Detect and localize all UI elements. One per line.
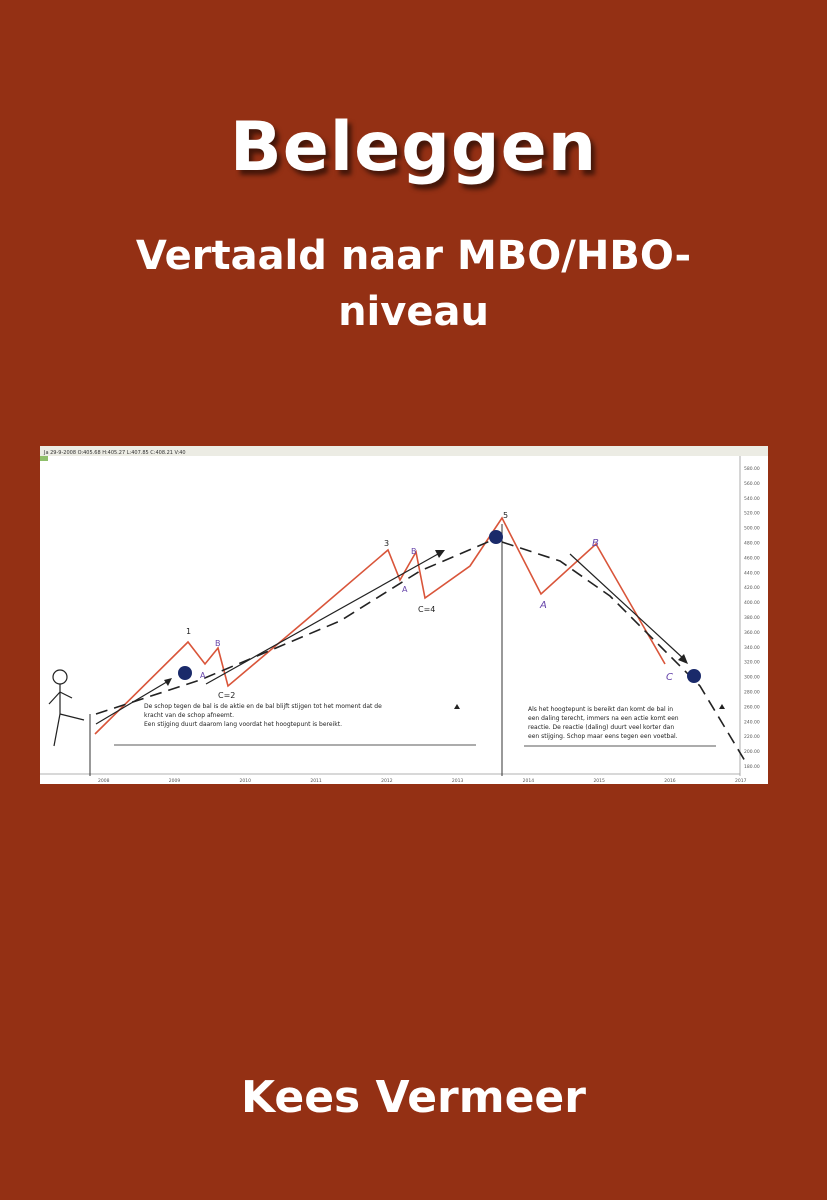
subtitle-line-2: niveau	[338, 289, 489, 335]
y-tick-label: 520.00	[744, 511, 760, 517]
note-right-triangle	[719, 704, 725, 709]
x-axis-tick-labels	[98, 778, 747, 784]
wave-label-b3: B	[592, 538, 599, 549]
y-tick-label: 240.00	[744, 720, 760, 726]
ball-start	[178, 666, 192, 680]
wave-label-c2: C=2	[218, 691, 236, 700]
wave-label-b1: B	[215, 639, 221, 648]
note-left-triangle	[454, 704, 460, 709]
wave-label-a1: A	[200, 671, 206, 680]
y-tick-label: 400.00	[744, 601, 760, 607]
wave-label-b2: B	[411, 547, 417, 556]
ball-peak	[489, 530, 503, 544]
y-tick-label: 260.00	[744, 705, 760, 711]
y-tick-label: 220.00	[744, 735, 760, 741]
x-tick-label: 2015	[593, 779, 605, 784]
wave-label-a2: A	[402, 585, 408, 594]
note-left-line-3: Een stijging duurt daarom lang voordat het hoogtepunt is bereikt.	[144, 721, 342, 728]
y-tick-label: 540.00	[744, 496, 760, 502]
chart-header-text: Ja 29-9-2008 O:405.68 H:405.27 L:407.85 C:408.21 V:40	[44, 450, 186, 456]
x-tick-label: 2013	[451, 779, 464, 784]
subtitle-line-1: Vertaald naar MBO/HBO-	[135, 233, 692, 279]
x-tick-label: 2010	[239, 779, 252, 784]
y-tick-label: 340.00	[744, 645, 760, 651]
note-left-line-2: kracht van de schop afneemt.	[144, 712, 235, 719]
wave-label-1: 1	[186, 627, 192, 636]
x-tick-label: 2014	[522, 779, 535, 784]
y-axis-tick-labels	[744, 466, 760, 770]
note-right-line-3: reactie. De reactie (daling) duurt veel korter dan	[528, 724, 675, 731]
wave-label-c4: C=4	[418, 605, 436, 614]
wave-label-5: 5	[503, 511, 509, 520]
price-line	[95, 518, 665, 734]
x-tick-label: 2009	[168, 779, 181, 784]
x-tick-label: 2012	[381, 779, 393, 784]
y-tick-label: 360.00	[744, 630, 760, 636]
stick-figure	[49, 670, 84, 746]
note-left-line-1: De schop tegen de bal is de aktie en de bal blijft stijgen tot het moment dat de	[144, 703, 382, 710]
cover-title: Beleggen	[229, 108, 598, 187]
x-tick-label: 2017	[735, 779, 747, 784]
y-tick-label: 560.00	[744, 481, 760, 487]
wave-label-3: 3	[384, 539, 390, 548]
y-tick-label: 480.00	[744, 541, 760, 547]
cover-chart-illustration	[40, 446, 768, 784]
y-tick-label: 280.00	[744, 690, 760, 696]
note-right-line-2: een daling terecht, immers na een actie komt een	[528, 715, 679, 722]
x-tick-label: 2008	[98, 779, 110, 784]
y-tick-label: 320.00	[744, 660, 760, 666]
y-tick-label: 200.00	[744, 750, 760, 756]
x-tick-label: 2016	[664, 779, 676, 784]
y-tick-label: 180.00	[744, 765, 760, 770]
arrow-downtrend	[570, 554, 685, 660]
x-tick-label: 2011	[310, 779, 322, 784]
y-tick-label: 580.00	[744, 467, 760, 472]
y-tick-label: 420.00	[744, 586, 760, 592]
cover-author: Kees Vermeer	[241, 1072, 586, 1123]
note-right-line-4: een stijging. Schop maar eens tegen een voetbal.	[528, 733, 678, 740]
arrow-uptrend-head	[435, 550, 445, 558]
y-tick-label: 380.00	[744, 616, 760, 621]
cover-subtitle	[60, 228, 767, 340]
y-tick-label: 300.00	[744, 675, 760, 681]
arrow-kick-head	[164, 678, 172, 686]
y-tick-label: 460.00	[744, 556, 760, 562]
wave-label-c3: C	[666, 672, 673, 683]
note-right-line-1: Als het hoogtepunt is bereikt dan komt de bal in	[528, 706, 674, 713]
chart-toolbar-marker	[40, 456, 48, 461]
y-tick-label: 440.00	[744, 571, 760, 577]
wave-label-a3: A	[540, 600, 547, 611]
arrow-uptrend	[206, 554, 438, 684]
ball-end	[687, 669, 701, 683]
y-tick-label: 500.00	[744, 526, 760, 532]
